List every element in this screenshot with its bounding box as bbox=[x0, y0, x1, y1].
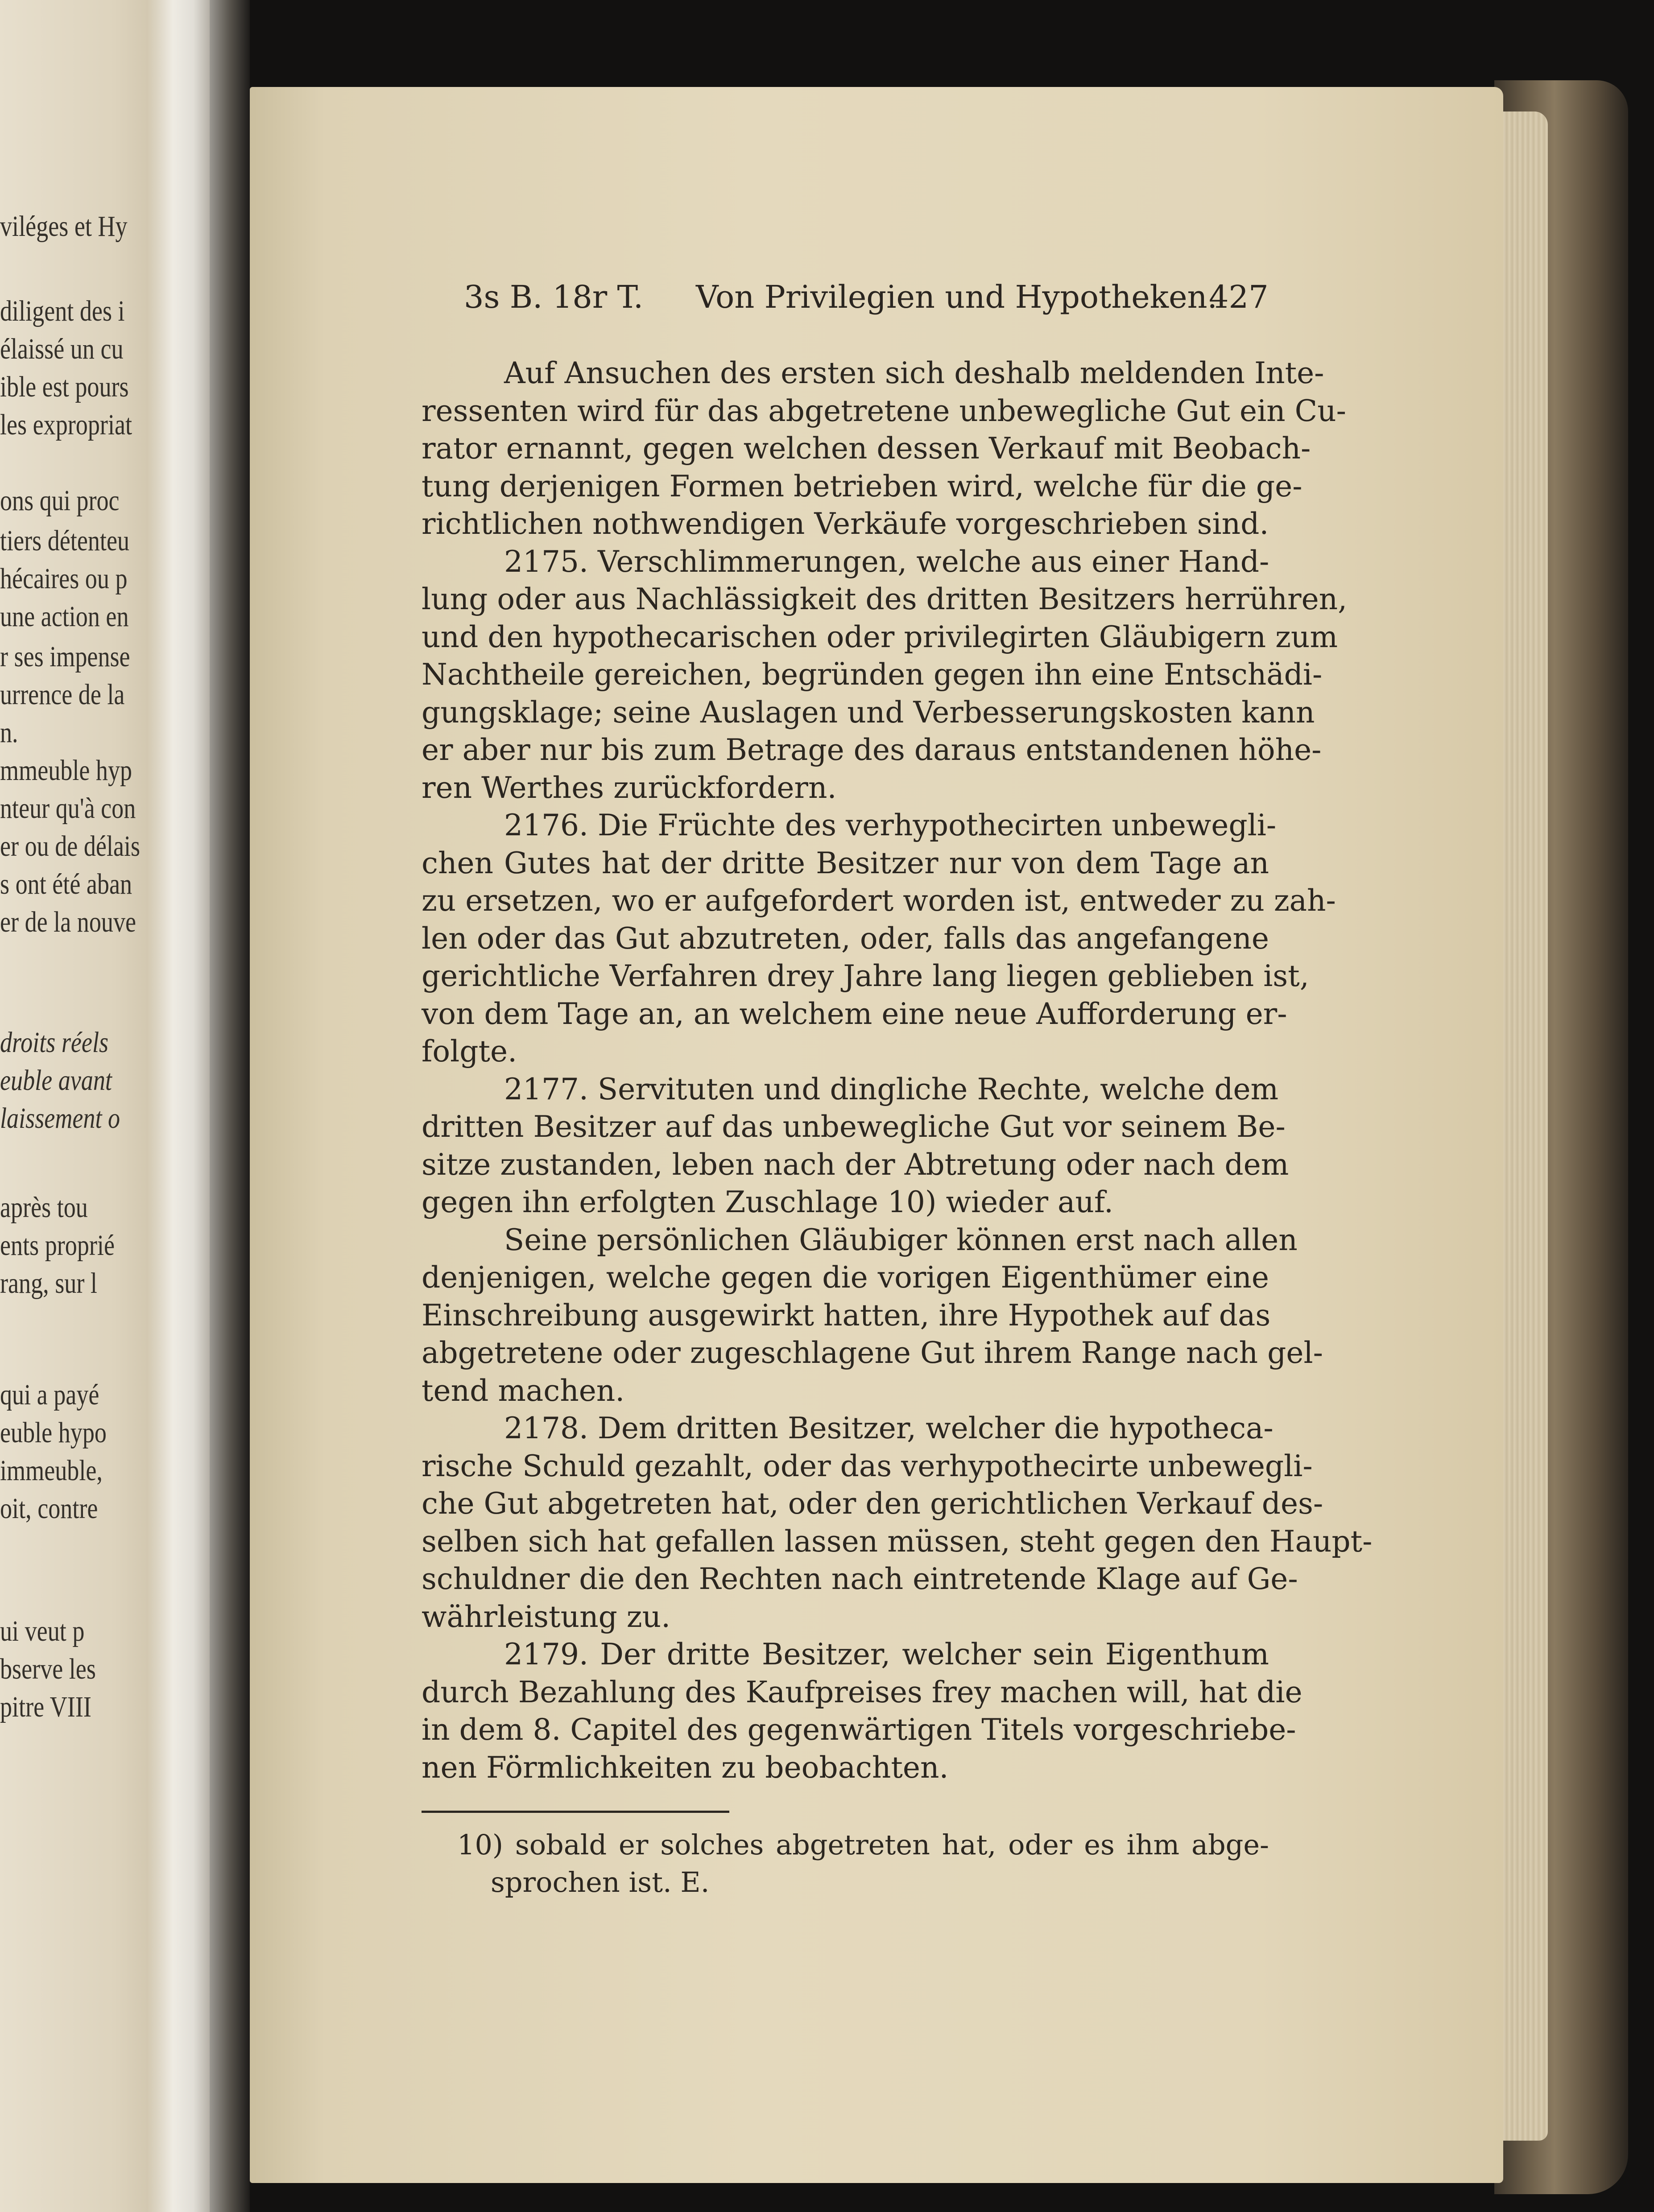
left-page-line: élaissé un cu bbox=[0, 333, 124, 365]
text-line: chen Gutes hat der dritte Besitzer nur von dem Tage an bbox=[422, 846, 1269, 880]
footnote-line: sprochen ist. E. bbox=[491, 1866, 710, 1898]
text-line: rator ernannt, gegen welchen dessen Verkauf mit Beobach- bbox=[422, 431, 1311, 466]
text-line: schuldner die den Rechten nach eintretende Klage auf Ge- bbox=[422, 1562, 1298, 1596]
text-line: denjenigen, welche gegen die vorigen Eigenthümer eine bbox=[422, 1260, 1269, 1295]
left-page-line: ons qui proc bbox=[0, 484, 120, 517]
text-line: lung oder aus Nachlässigkeit des dritten Besitzers herrühren, bbox=[422, 582, 1348, 616]
text-line: ren Werthes zurückfordern. bbox=[422, 770, 837, 805]
left-page-line: tiers détenteu bbox=[0, 524, 130, 557]
text-line: gerichtliche Verfahren drey Jahre lang liegen geblieben ist, bbox=[422, 959, 1309, 993]
text-line: gungsklage; seine Auslagen und Verbesserungskosten kann bbox=[422, 695, 1315, 730]
text-line: währleistung zu. bbox=[422, 1599, 671, 1634]
text-line: und den hypothecarischen oder privilegirten Gläubigern zum bbox=[422, 619, 1338, 654]
left-page-line: pitre VIII bbox=[0, 1691, 91, 1723]
text-line: nen Förmlichkeiten zu beobachten. bbox=[422, 1750, 949, 1785]
left-page-line: rang, sur l bbox=[0, 1267, 97, 1300]
left-page-line: laissement o bbox=[0, 1102, 120, 1135]
left-page-line: les expropriat bbox=[0, 409, 132, 441]
footnote-rule bbox=[422, 1811, 729, 1813]
text-line: selben sich hat gefallen lassen müssen, steht gegen den Haupt- bbox=[422, 1524, 1373, 1559]
text-line: 2178. Dem dritten Besitzer, welcher die hypotheca- bbox=[504, 1411, 1274, 1445]
text-line: folgte. bbox=[422, 1034, 517, 1069]
book-gutter bbox=[147, 0, 250, 2212]
text-line: rische Schuld gezahlt, oder das verhypothecirte unbewegli- bbox=[422, 1449, 1313, 1483]
text-line: richtlichen nothwendigen Verkäufe vorgeschrieben sind. bbox=[422, 507, 1269, 541]
text-line: gegen ihn erfolgten Zuschlage 10) wieder auf. bbox=[422, 1185, 1113, 1219]
left-page-line: nteur qu'à con bbox=[0, 792, 136, 825]
running-head-volume: 3s B. 18r T. bbox=[464, 279, 644, 315]
left-page-line: oit, contre bbox=[0, 1492, 98, 1525]
left-page-line: ui veut p bbox=[0, 1615, 85, 1647]
text-line: in dem 8. Capitel des gegenwärtigen Titels vorgeschriebe- bbox=[422, 1713, 1296, 1747]
text-line: 2176. Die Früchte des verhypothecirten unbewegli- bbox=[504, 808, 1277, 842]
text-line: len oder das Gut abzutreten, oder, falls das angefangene bbox=[422, 921, 1269, 956]
left-page-line: euble avant bbox=[0, 1064, 112, 1097]
left-page-line: er ou de délais bbox=[0, 830, 141, 863]
text-line: 2175. Verschlimmerungen, welche aus einer Hand- bbox=[504, 544, 1269, 579]
text-line: 2179. Der dritte Besitzer, welcher sein Eigenthum bbox=[504, 1637, 1269, 1671]
footnote-line: 10) sobald er solches abgetreten hat, oder es ihm abge- bbox=[457, 1828, 1269, 1861]
text-line: 2177. Servituten und dingliche Rechte, welche dem bbox=[504, 1072, 1279, 1106]
text-line: zu ersetzen, wo er aufgefordert worden ist, entweder zu zah- bbox=[422, 883, 1336, 918]
left-page-line: viléges et Hy bbox=[0, 210, 128, 243]
left-page-line: euble hypo bbox=[0, 1416, 107, 1449]
left-page-line: diligent des i bbox=[0, 295, 125, 327]
text-line: Auf Ansuchen des ersten sich deshalb meldenden Inte- bbox=[504, 356, 1324, 390]
text-line: Seine persönlichen Gläubiger können erst nach allen bbox=[504, 1222, 1298, 1257]
left-page-line: mmeuble hyp bbox=[0, 754, 132, 787]
footnote bbox=[457, 1826, 1269, 1901]
text-line: abgetretene oder zugeschlagene Gut ihrem Range nach gel- bbox=[422, 1336, 1323, 1370]
left-page-line: ible est pours bbox=[0, 371, 129, 403]
text-line: er aber nur bis zum Betrage des daraus entstandenen höhe- bbox=[422, 733, 1322, 767]
left-page-line: s ont été aban bbox=[0, 868, 132, 900]
left-page-line: er de la nouve bbox=[0, 906, 136, 938]
text-line: von dem Tage an, an welchem eine neue Aufforderung er- bbox=[422, 996, 1287, 1031]
text-line: Nachtheile gereichen, begründen gegen ihn eine Entschädi- bbox=[422, 657, 1323, 692]
left-page-line: immeuble, bbox=[0, 1454, 103, 1487]
left-page-line: une action en bbox=[0, 600, 129, 633]
left-page-line: hécaires ou p bbox=[0, 562, 128, 595]
left-page-line: n. bbox=[0, 716, 18, 749]
body-text bbox=[422, 355, 1373, 1787]
page-number: 427 bbox=[1209, 279, 1269, 315]
text-line: durch Bezahlung des Kaufpreises frey machen will, hat die bbox=[422, 1675, 1303, 1709]
left-page-line: qui a payé bbox=[0, 1378, 99, 1411]
text-line: dritten Besitzer auf das unbewegliche Gut vor seinem Be- bbox=[422, 1110, 1286, 1144]
text-line: ressenten wird für das abgetretene unbewegliche Gut ein Cu- bbox=[422, 393, 1346, 428]
left-page-line: droits réels bbox=[0, 1026, 109, 1059]
left-page-line: bserve les bbox=[0, 1653, 96, 1685]
running-head-title: Von Privilegien und Hypotheken. bbox=[696, 279, 1217, 315]
left-page-line: après tou bbox=[0, 1191, 88, 1224]
text-line: che Gut abgetreten hat, oder den gerichtlichen Verkauf des- bbox=[422, 1486, 1323, 1521]
text-line: tend machen. bbox=[422, 1373, 625, 1408]
left-page-line: ents proprié bbox=[0, 1229, 115, 1262]
left-page-line: r ses impense bbox=[0, 640, 130, 673]
text-line: tung derjenigen Formen betrieben wird, welche für die ge- bbox=[422, 469, 1303, 503]
text-line: Einschreibung ausgewirkt hatten, ihre Hypothek auf das bbox=[422, 1298, 1271, 1333]
text-line: sitze zustanden, leben nach der Abtretung oder nach dem bbox=[422, 1147, 1289, 1182]
left-page-line: urrence de la bbox=[0, 678, 125, 711]
